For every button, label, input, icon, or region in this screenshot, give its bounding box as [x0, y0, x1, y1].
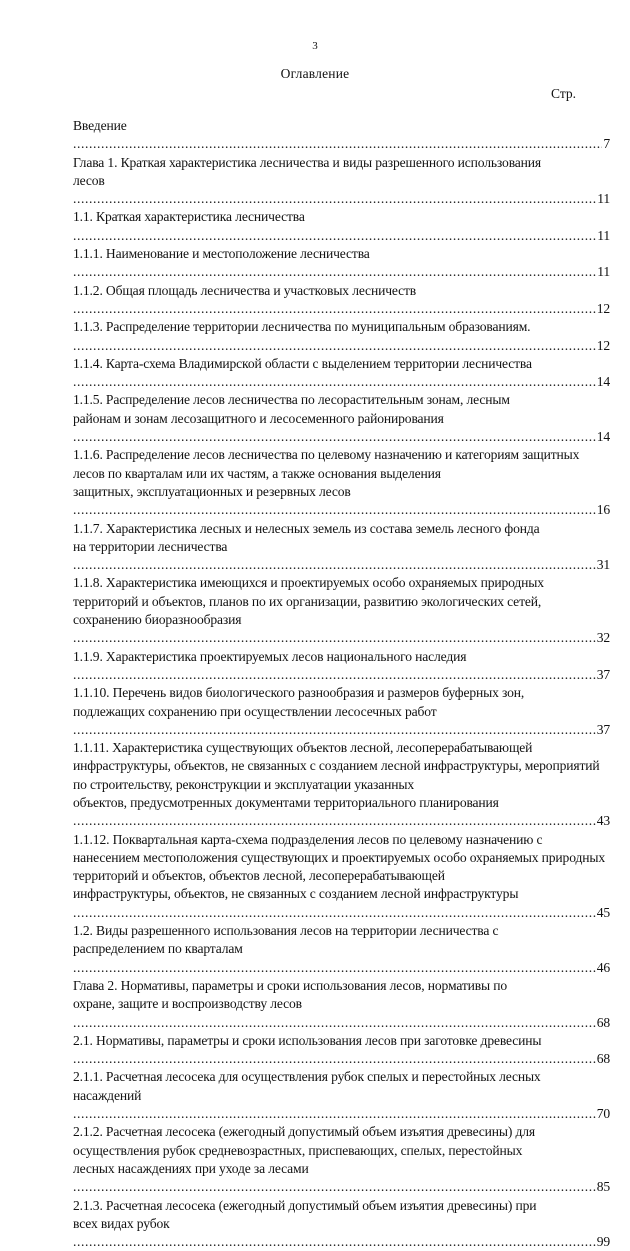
toc-entry-leader-line: [73, 410, 610, 447]
table-of-contents: [73, 117, 610, 1251]
toc-title: Оглавление: [280, 66, 350, 81]
toc-entry[interactable]: [73, 977, 610, 1032]
toc-entry-page-number: 70: [596, 1105, 610, 1123]
toc-entry-page-number: 68: [596, 1014, 610, 1032]
toc-entry-leader-line: [73, 611, 610, 648]
toc-entry-leader-line: [73, 172, 610, 209]
toc-entry-leader-line: [73, 245, 610, 282]
toc-entry-title-end: инфраструктуры, объектов, не связанных с созданием лесной инфраструктуры: [73, 886, 519, 902]
toc-entry-title-end: сохранению биоразнообразия: [73, 612, 242, 628]
toc-entry[interactable]: [73, 574, 610, 647]
toc-entry-title-end: распределением по кварталам: [73, 941, 243, 957]
toc-entry[interactable]: [73, 355, 610, 392]
toc-entry-title: 1.1.7. Характеристика лесных и нелесных земель из состава земель лесного фонда: [73, 520, 540, 536]
toc-entry[interactable]: [73, 154, 610, 209]
toc-entry[interactable]: [73, 648, 610, 685]
toc-entry-title-end: 1.1.1. Наименование и местоположение лесничества: [73, 246, 370, 262]
toc-entry[interactable]: [73, 245, 610, 282]
toc-entry-leader-line: [73, 117, 610, 154]
toc-entry-title: 1.1.8. Характеристика имеющихся и проектируемых особо охраняемых природных территорий и объектов, планов по их организации, развитию экологических сетей,: [73, 575, 544, 609]
toc-entry[interactable]: [73, 520, 610, 575]
toc-entry-title-end: 1.1. Краткая характеристика лесничества: [73, 209, 305, 225]
toc-entry-page-number: 12: [596, 300, 610, 318]
toc-entry-leader-line: [73, 282, 610, 319]
toc-entry-page-number: 31: [596, 556, 610, 574]
toc-entry-page-number: 37: [596, 721, 610, 739]
toc-entry-title-end: лесов: [73, 172, 105, 188]
toc-entry-page-number: 37: [596, 666, 610, 684]
toc-entry-page-number: 11: [596, 190, 610, 208]
toc-entry-leader-line: [73, 1215, 610, 1251]
toc-entry-title: 2.1.2. Расчетная лесосека (ежегодный допустимый объем изъятия древесины) для осуществления рубок средневозрастных, приспевающих, спелых, перестойных: [73, 1124, 536, 1158]
toc-entry-title-end: 1.1.4. Карта-схема Владимирской области с выделением территории лесничества: [73, 355, 532, 371]
toc-entry-page-number: 85: [596, 1178, 610, 1196]
toc-entry[interactable]: [73, 922, 610, 977]
toc-entry-page-number: 32: [596, 629, 610, 647]
toc-entry-title-end: на территории лесничества: [73, 538, 228, 554]
toc-entry[interactable]: [73, 391, 610, 446]
toc-entry-title: Глава 2. Нормативы, параметры и сроки использования лесов, нормативы по: [73, 977, 508, 993]
toc-entry-leader-line: [73, 483, 610, 520]
page-number: 3: [312, 40, 318, 52]
toc-entry-title: 1.1.11. Характеристика существующих объектов лесной, лесоперерабатывающей инфраструктуры, объектов, не связанных с созданием лесной инфраструктуры, мероприятий по строительству, реконструкции и эксплуатации указанных: [73, 740, 600, 792]
toc-entry[interactable]: [73, 1032, 610, 1069]
toc-entry[interactable]: [73, 208, 610, 245]
toc-entry-page-number: 14: [596, 373, 610, 391]
toc-entry-page-number: 7: [602, 135, 610, 153]
toc-entry-page-number: 99: [596, 1233, 610, 1251]
toc-entry-title: 2.1.1. Расчетная лесосека для осуществления рубок спелых и перестойных лесных: [73, 1069, 541, 1085]
toc-entry-title-end: всех видах рубок: [73, 1215, 170, 1231]
toc-entry-title-end: объектов, предусмотренных документами территориального планирования: [73, 794, 499, 810]
toc-entry[interactable]: [73, 282, 610, 319]
toc-entry-title-end: 1.1.2. Общая площадь лесничества и участковых лесничеств: [73, 282, 417, 298]
toc-entry-title-end: 1.1.3. Распределение территории лесничества по муниципальным образованиям.: [73, 319, 531, 335]
toc-entry-leader-line: [73, 208, 610, 245]
pages-column-header: Стр.: [551, 86, 577, 101]
toc-entry-leader-line: [73, 1160, 610, 1197]
toc-entry-page-number: 46: [596, 959, 610, 977]
toc-entry-title-end: Введение: [73, 118, 127, 133]
toc-entry-title: 1.1.6. Распределение лесов лесничества по целевому назначению и категориям защитных лесов по кварталам или их частям, а также основания выделения: [73, 447, 580, 481]
toc-entry[interactable]: [73, 1068, 610, 1123]
toc-entry-title: 1.1.5. Распределение лесов лесничества по лесорастительным зонам, лесным: [73, 392, 510, 408]
toc-entry-leader-line: [73, 1087, 610, 1124]
toc-entry-leader-line: [73, 940, 610, 977]
toc-entry[interactable]: [73, 684, 610, 739]
toc-entry[interactable]: [73, 1123, 610, 1196]
toc-entry-leader-line: [73, 995, 610, 1032]
toc-entry[interactable]: [73, 446, 610, 519]
toc-entry-title: 1.1.10. Перечень видов биологического разнообразия и размеров буферных зон,: [73, 685, 525, 701]
toc-entry-page-number: 43: [596, 812, 610, 830]
toc-entry-leader-line: [73, 355, 610, 392]
toc-entry-page-number: 11: [596, 227, 610, 245]
toc-entry-title-end: подлежащих сохранению при осуществлении лесосечных работ: [73, 703, 437, 719]
toc-entry[interactable]: [73, 1197, 610, 1251]
toc-entry-title: 2.1.3. Расчетная лесосека (ежегодный допустимый объем изъятия древесины) при: [73, 1197, 537, 1213]
toc-entry-leader-line: [73, 648, 610, 685]
toc-entry-title-end: насаждений: [73, 1087, 142, 1103]
toc-entry-leader-line: [73, 885, 610, 922]
toc-entry-title: 1.1.12. Поквартальная карта-схема подразделения лесов по целевому назначению с нанесением местоположения существующих и проектируемых особо охраняемых природных территорий и объектов, объектов лесной, лесоперерабатывающей: [73, 831, 605, 884]
toc-entry[interactable]: [73, 739, 610, 830]
toc-entry-page-number: 14: [596, 428, 610, 446]
toc-entry-leader-line: [73, 1050, 610, 1068]
toc-entry-page-number: 11: [596, 263, 610, 281]
toc-entry-title: 2.1. Нормативы, параметры и сроки использования лесов при заготовке древесины: [73, 1032, 542, 1048]
toc-entry-title-end: охране, защите и воспроизводству лесов: [73, 996, 302, 1012]
toc-entry-leader-line: [73, 318, 610, 355]
toc-entry-title: Глава 1. Краткая характеристика лесничества и виды разрешенного использования: [73, 154, 542, 170]
toc-entry[interactable]: [73, 831, 610, 922]
toc-entry-leader-line: [73, 794, 610, 831]
toc-entry-leader-line: [73, 703, 610, 740]
toc-entry-title: 1.2. Виды разрешенного использования лесов на территории лесничества с: [73, 923, 499, 939]
toc-entry-title-end: лесных насаждениях при уходе за лесами: [73, 1160, 309, 1176]
toc-entry-title-end: защитных, эксплуатационных и резервных лесов: [73, 483, 351, 499]
toc-entry-page-number: 68: [596, 1050, 610, 1068]
toc-entry-title-end: районам и зонам лесозащитного и лесосеменного районирования: [73, 410, 444, 426]
toc-entry[interactable]: [73, 117, 610, 154]
toc-entry[interactable]: [73, 318, 610, 355]
toc-entry-leader-line: [73, 538, 610, 575]
toc-entry-title-end: 1.1.9. Характеристика проектируемых лесов национального наследия: [73, 648, 467, 664]
toc-entry-page-number: 45: [596, 904, 610, 922]
toc-entry-page-number: 16: [596, 501, 610, 519]
toc-entry-page-number: 12: [596, 337, 610, 355]
